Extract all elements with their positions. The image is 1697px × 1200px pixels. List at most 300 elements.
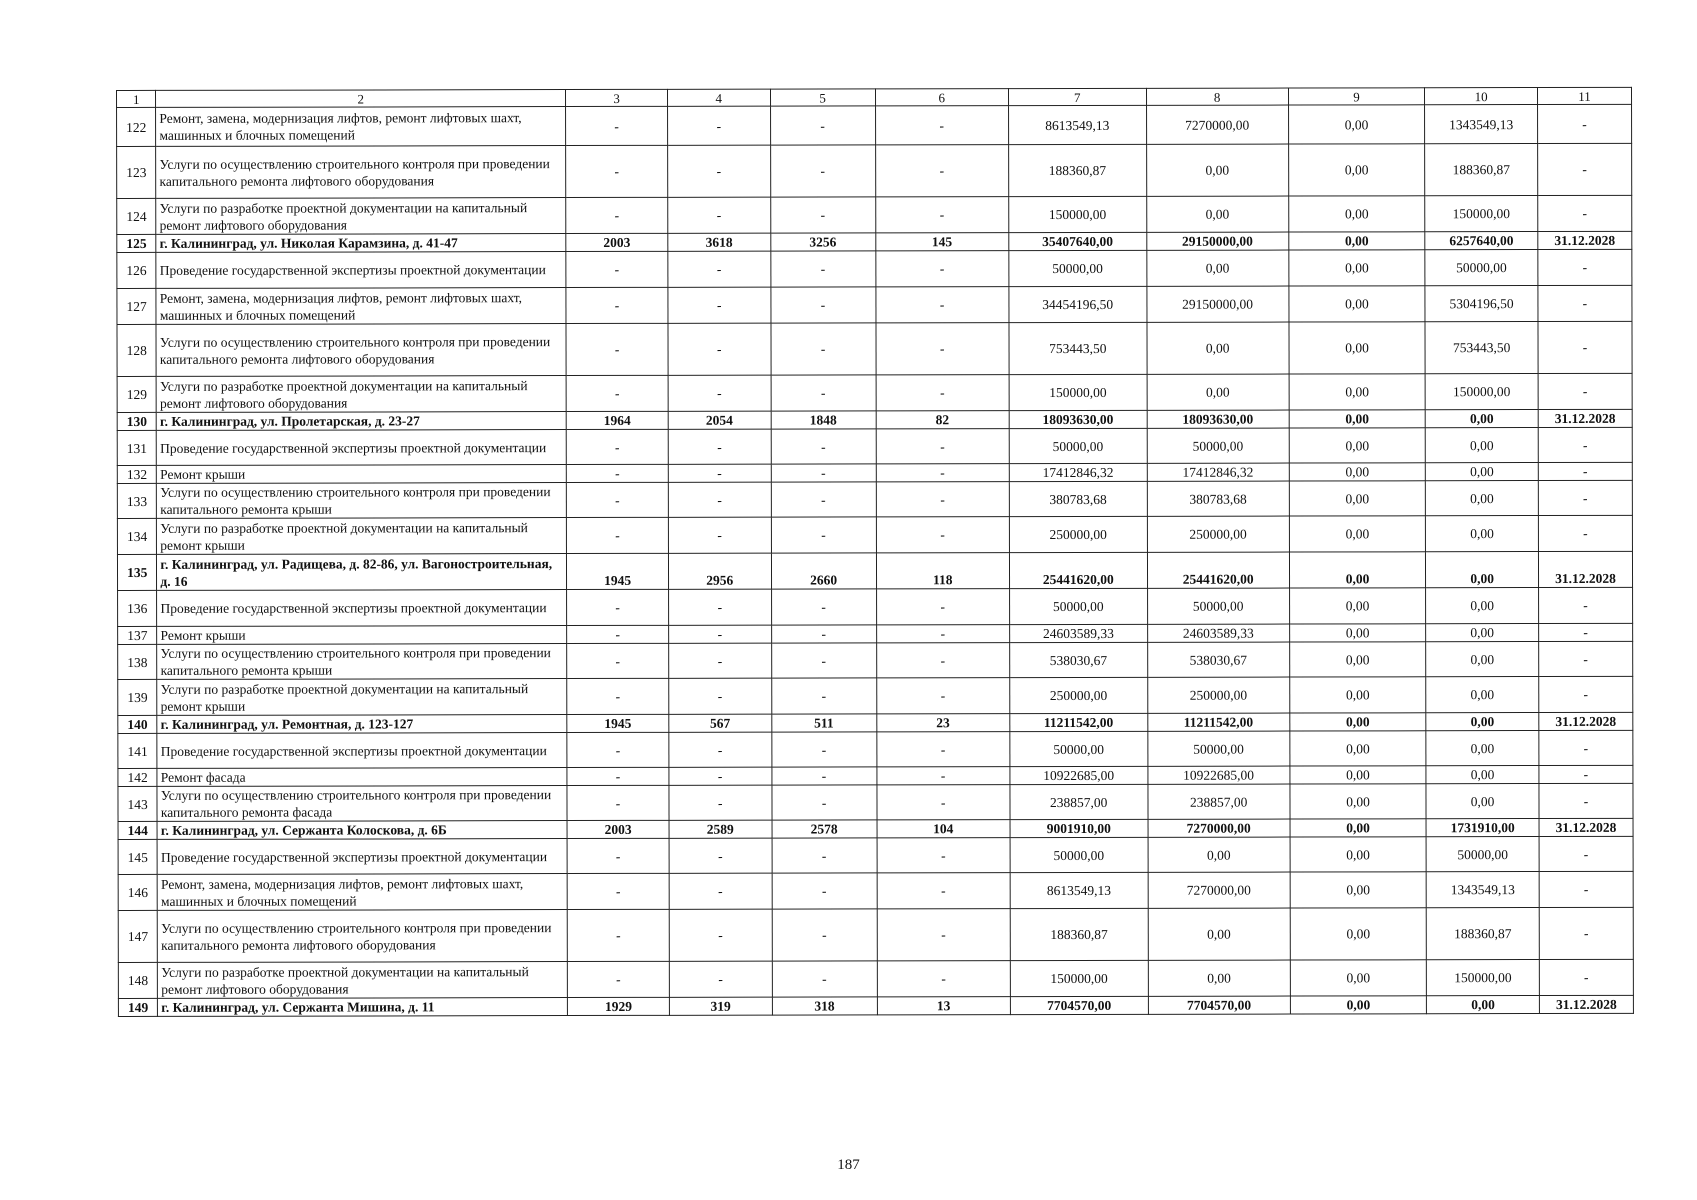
cell-col-4: - [668, 625, 771, 643]
cell-col-10: 6257640,00 [1425, 232, 1538, 250]
cell-col-9: 0,00 [1289, 677, 1426, 713]
cell-col-4: - [669, 678, 772, 714]
cell-description: Ремонт крыши [157, 465, 567, 484]
cell-col-8: 238857,00 [1148, 784, 1290, 819]
cell-row-number: 127 [117, 288, 156, 324]
cell-col-6: - [875, 197, 1008, 233]
cell-col-4: 567 [669, 714, 772, 732]
cell-col-9: 0,00 [1290, 784, 1427, 819]
cell-description: Ремонт крыши [157, 626, 567, 645]
cell-col-10: 0,00 [1426, 481, 1539, 516]
cell-col-8: 18093630,00 [1147, 410, 1289, 428]
cell-col-10: 0,00 [1426, 552, 1539, 588]
cell-col-7: 50000,00 [1009, 428, 1147, 463]
cell-col-9: 0,00 [1290, 837, 1427, 872]
work-item-row [118, 730, 1633, 768]
cell-col-4: - [669, 785, 772, 820]
cell-col-5: 3256 [770, 233, 875, 251]
work-item-row [117, 427, 1632, 465]
cell-year: - [567, 838, 669, 873]
cell-row-number: 132 [117, 465, 156, 483]
cell-col-8: 24603589,33 [1147, 624, 1289, 642]
cell-col-8: 29150000,00 [1146, 232, 1288, 250]
header-cell: 6 [875, 89, 1008, 106]
cell-col-8: 17412846,32 [1147, 463, 1289, 481]
cell-row-number: 144 [118, 821, 157, 839]
address-row [117, 551, 1632, 590]
cell-deadline: - [1539, 959, 1633, 995]
cell-col-6: - [876, 429, 1009, 464]
cell-deadline: - [1538, 587, 1632, 623]
header-cell: 10 [1425, 88, 1538, 105]
cell-description: Услуги по разработке проектной документации на капитальный ремонт лифтового оборудования [156, 198, 566, 235]
cell-row-number: 147 [118, 910, 157, 962]
cell-row-number: 126 [117, 252, 156, 288]
cell-col-6: - [877, 838, 1010, 873]
cell-row-number: 124 [117, 198, 156, 234]
cell-col-10: 150000,00 [1425, 374, 1538, 410]
cell-row-number: 141 [118, 733, 157, 768]
cell-col-5: - [771, 464, 876, 482]
cell-row-number: 122 [117, 107, 156, 146]
cell-col-6: - [876, 625, 1009, 643]
cell-deadline: 31.12.2028 [1538, 409, 1632, 427]
cell-col-8: 538030,67 [1147, 642, 1289, 677]
header-cell: 7 [1008, 88, 1146, 105]
cell-col-8: 7270000,00 [1148, 819, 1290, 837]
cell-deadline: - [1538, 480, 1632, 515]
work-item-row [118, 676, 1633, 715]
work-item-row [117, 321, 1632, 376]
cell-col-6: - [877, 961, 1010, 997]
cell-row-number: 123 [117, 146, 156, 198]
cell-col-4: - [668, 517, 771, 553]
cell-col-6: 145 [875, 233, 1008, 251]
header-cell: 5 [770, 89, 875, 106]
cell-description: Услуги по осуществлению строительного контроля при проведении капитального ремонта лифтового оборудования [156, 324, 566, 377]
cell-col-4: - [668, 287, 771, 323]
cell-col-9: 0,00 [1289, 516, 1426, 552]
cell-col-8: 50000,00 [1147, 588, 1289, 624]
cell-row-number: 137 [118, 626, 157, 644]
cell-col-6: - [876, 375, 1009, 411]
cell-deadline: - [1538, 249, 1632, 285]
cell-year: - [567, 767, 669, 785]
cell-col-10: 188360,87 [1427, 908, 1540, 960]
cell-col-4: - [668, 251, 771, 287]
cell-description: Ремонт, замена, модернизация лифтов, ремонт лифтовых шахт, машинных и блочных помещений [157, 874, 567, 911]
cell-col-9: 0,00 [1289, 624, 1426, 642]
work-item-row [117, 195, 1632, 234]
cell-col-6: - [877, 909, 1010, 961]
cell-col-10: 0,00 [1426, 784, 1539, 819]
cell-col-9: 0,00 [1289, 250, 1426, 286]
work-item-row [118, 959, 1633, 998]
cell-col-9: 0,00 [1289, 322, 1426, 374]
work-item-row [117, 373, 1632, 412]
cell-col-5: - [771, 732, 876, 767]
cell-col-10: 0,00 [1426, 731, 1539, 766]
cell-row-number: 129 [117, 376, 156, 412]
cell-col-5: - [772, 873, 877, 909]
cell-row-number: 145 [118, 839, 157, 874]
cell-col-7: 50000,00 [1009, 588, 1147, 624]
cell-col-4: - [669, 909, 772, 961]
cell-col-10: 0,00 [1426, 588, 1539, 624]
cell-col-9: 0,00 [1289, 286, 1426, 322]
cell-col-6: - [875, 251, 1008, 287]
cell-deadline: - [1538, 285, 1632, 321]
cell-row-number: 134 [117, 518, 156, 554]
cell-col-9: 0,00 [1290, 766, 1427, 784]
cell-col-7: 24603589,33 [1009, 624, 1147, 642]
cell-col-7: 35407640,00 [1009, 232, 1147, 250]
cell-deadline: 31.12.2028 [1538, 551, 1632, 587]
cell-year: - [566, 375, 668, 411]
cell-col-8: 0,00 [1147, 322, 1289, 374]
header-cell: 4 [667, 89, 770, 106]
cell-deadline: - [1538, 195, 1632, 231]
cell-col-10: 0,00 [1427, 996, 1540, 1014]
cell-col-6: - [875, 287, 1008, 323]
cell-col-4: - [667, 145, 770, 197]
cell-col-7: 250000,00 [1009, 516, 1147, 552]
cell-col-9: 0,00 [1289, 552, 1426, 588]
cell-col-8: 11211542,00 [1147, 713, 1289, 731]
cell-col-10: 1343549,13 [1426, 872, 1539, 908]
cell-year: 2003 [566, 233, 668, 251]
cell-description: г. Калининград, ул. Радищева, д. 82-86, ул. Вагоностроительная, д. 16 [157, 554, 567, 591]
cell-col-10: 50000,00 [1426, 837, 1539, 872]
cell-col-4: - [669, 767, 772, 785]
cell-deadline: - [1538, 143, 1632, 195]
cell-col-4: 2589 [669, 820, 772, 838]
cell-col-10: 188360,87 [1425, 144, 1538, 196]
cell-col-6: - [876, 785, 1009, 820]
cell-col-7: 25441620,00 [1009, 552, 1147, 588]
cell-description: Услуги по разработке проектной документации на капитальный ремонт крыши [157, 518, 567, 555]
cell-description: Ремонт фасада [157, 768, 567, 787]
cell-year: - [567, 785, 669, 820]
cell-col-6: - [876, 643, 1009, 678]
cell-row-number: 130 [117, 412, 156, 430]
cell-col-7: 34454196,50 [1009, 286, 1147, 322]
cell-col-5: - [771, 589, 876, 625]
cell-col-10: 0,00 [1426, 516, 1539, 552]
cell-col-7: 7704570,00 [1010, 996, 1148, 1014]
cell-deadline: - [1539, 836, 1633, 871]
cell-description: г. Калининград, ул. Сержанта Колоскова, д. 6Б [157, 821, 567, 840]
cell-year: 1929 [568, 997, 670, 1015]
header-cell: 8 [1146, 88, 1288, 105]
cell-col-5: - [771, 429, 876, 464]
cell-description: Услуги по разработке проектной документации на капитальный ремонт крыши [157, 679, 567, 716]
cell-col-5: - [772, 909, 877, 961]
cell-col-8: 7704570,00 [1148, 996, 1290, 1014]
work-item-row [117, 480, 1632, 518]
cell-year: - [567, 482, 669, 517]
cell-col-4: - [668, 197, 771, 233]
cell-col-4: - [669, 961, 772, 997]
cell-col-7: 50000,00 [1010, 837, 1148, 872]
cell-col-8: 0,00 [1147, 374, 1289, 410]
cell-col-8: 25441620,00 [1147, 552, 1289, 588]
cell-row-number: 125 [117, 234, 156, 252]
cell-deadline: - [1539, 641, 1633, 676]
cell-col-5: - [771, 678, 876, 714]
cell-col-8: 0,00 [1148, 837, 1290, 872]
cell-year: 1945 [567, 553, 669, 589]
cell-col-6: 104 [877, 820, 1010, 838]
cell-col-6: - [876, 589, 1009, 625]
cell-col-4: 319 [669, 997, 772, 1015]
cell-row-number: 128 [117, 324, 156, 376]
cell-col-10: 753443,50 [1425, 322, 1538, 374]
cell-deadline: - [1539, 765, 1633, 783]
cell-year: - [566, 429, 668, 464]
cell-col-9: 0,00 [1289, 374, 1426, 410]
cell-year: - [566, 287, 668, 323]
cell-col-9: 0,00 [1288, 196, 1425, 232]
cell-year: - [568, 961, 670, 997]
cell-description: Ремонт, замена, модернизация лифтов, ремонт лифтовых шахт, машинных и блочных помещений [156, 107, 566, 147]
cell-col-7: 150000,00 [1009, 196, 1147, 232]
cell-description: Услуги по разработке проектной документации на капитальный ремонт лифтового оборудования [158, 962, 568, 999]
cell-col-9: 0,00 [1289, 410, 1426, 428]
cell-col-6: - [877, 873, 1010, 909]
cell-deadline: - [1538, 373, 1632, 409]
cell-col-10: 1343549,13 [1425, 105, 1538, 144]
cell-deadline: - [1538, 462, 1632, 480]
cell-col-6: - [876, 482, 1009, 517]
cell-col-6: - [876, 732, 1009, 767]
cell-row-number: 136 [118, 590, 157, 626]
cell-deadline: - [1539, 623, 1633, 641]
cell-col-7: 8613549,13 [1008, 105, 1146, 144]
cell-col-8: 50000,00 [1147, 428, 1289, 463]
cell-deadline: - [1538, 515, 1632, 551]
cell-col-7: 11211542,00 [1010, 713, 1148, 731]
cell-col-10: 5304196,50 [1425, 286, 1538, 322]
cell-col-5: - [771, 375, 876, 411]
cell-year: - [566, 197, 668, 233]
cell-col-4: 2956 [668, 553, 771, 589]
cell-col-7: 250000,00 [1010, 677, 1148, 713]
cell-col-8: 0,00 [1148, 960, 1290, 996]
cell-col-7: 188360,87 [1010, 908, 1148, 960]
cell-col-10: 150000,00 [1425, 196, 1538, 232]
cell-year: - [567, 678, 669, 714]
cell-description: Услуги по разработке проектной документации на капитальный ремонт лифтового оборудования [156, 376, 566, 413]
cell-year: - [567, 625, 669, 643]
cell-col-9: 0,00 [1289, 588, 1426, 624]
cell-col-4: - [668, 589, 771, 625]
cell-col-8: 29150000,00 [1147, 286, 1289, 322]
work-item-row [118, 587, 1633, 626]
cell-col-9: 0,00 [1288, 105, 1425, 144]
cell-description: Проведение государственной экспертизы проектной документации [156, 252, 566, 289]
cell-description: Ремонт, замена, модернизация лифтов, ремонт лифтовых шахт, машинных и блочных помещений [156, 288, 566, 325]
cell-row-number: 139 [118, 679, 157, 715]
cell-col-4: - [669, 838, 772, 873]
cell-description: г. Калининград, ул. Пролетарская, д. 23-27 [157, 412, 567, 431]
cell-year: 1945 [567, 714, 669, 732]
cell-col-6: - [876, 517, 1009, 553]
cell-year: - [567, 873, 669, 909]
cell-col-7: 188360,87 [1008, 144, 1146, 196]
work-item-row [117, 515, 1632, 554]
work-item-row [118, 783, 1633, 821]
cell-deadline: - [1539, 907, 1633, 959]
cell-col-10: 0,00 [1426, 677, 1539, 713]
cell-row-number: 133 [117, 483, 156, 518]
cell-col-5: - [771, 482, 876, 517]
cell-col-6: 82 [876, 411, 1009, 429]
cell-year: - [566, 251, 668, 287]
cell-deadline: - [1539, 783, 1633, 818]
cell-col-9: 0,00 [1290, 960, 1427, 996]
cell-col-10: 0,00 [1426, 713, 1539, 731]
work-item-row [118, 836, 1633, 874]
cell-col-6: 13 [877, 997, 1010, 1015]
cell-col-9: 0,00 [1290, 908, 1427, 960]
work-item-row [117, 249, 1632, 288]
cell-col-9: 0,00 [1290, 872, 1427, 908]
cell-col-7: 9001910,00 [1010, 819, 1148, 837]
cell-col-5: - [772, 961, 877, 997]
cell-col-5: - [770, 197, 875, 233]
cell-col-9: 0,00 [1289, 428, 1426, 463]
cell-year: - [567, 464, 669, 482]
cell-col-8: 0,00 [1146, 144, 1288, 196]
cell-deadline: 31.12.2028 [1539, 995, 1633, 1013]
cell-col-5: - [771, 323, 876, 375]
cell-col-10: 0,00 [1426, 428, 1539, 463]
cell-col-7: 18093630,00 [1009, 410, 1147, 428]
cell-col-8: 7270000,00 [1148, 872, 1290, 908]
cell-year: 2003 [567, 820, 669, 838]
header-cell: 3 [566, 89, 668, 106]
cell-description: Услуги по осуществлению строительного контроля при проведении капитального ремонта крыши [157, 644, 567, 680]
work-item-row [117, 104, 1632, 146]
cell-col-9: 0,00 [1289, 481, 1426, 516]
cell-col-6: - [875, 106, 1008, 145]
cell-col-5: - [772, 838, 877, 873]
cell-row-number: 148 [118, 962, 157, 998]
cell-col-4: - [669, 873, 772, 909]
cell-description: г. Калининград, ул. Ремонтная, д. 123-127 [157, 715, 567, 734]
cell-col-7: 150000,00 [1009, 374, 1147, 410]
cell-col-4: - [669, 643, 772, 678]
cell-col-7: 753443,50 [1009, 322, 1147, 374]
cell-col-8: 50000,00 [1147, 731, 1289, 766]
cell-row-number: 149 [118, 998, 157, 1016]
cell-col-9: 0,00 [1290, 731, 1427, 766]
cell-col-4: - [668, 375, 771, 411]
cell-description: Проведение государственной экспертизы проектной документации [157, 839, 567, 875]
cell-col-6: - [876, 678, 1009, 714]
cell-year: - [566, 323, 668, 375]
cell-col-5: - [770, 106, 875, 145]
cell-col-8: 250000,00 [1147, 516, 1289, 552]
cell-col-7: 10922685,00 [1010, 766, 1148, 784]
cell-col-6: - [875, 145, 1008, 197]
cell-col-8: 250000,00 [1147, 677, 1289, 713]
cell-col-5: - [771, 287, 876, 323]
cell-row-number: 138 [118, 644, 157, 679]
cell-description: Услуги по осуществлению строительного контроля при проведении капитального ремонта лифтового оборудования [156, 146, 566, 199]
cell-col-5: - [772, 767, 877, 785]
cell-col-5: 1848 [771, 411, 876, 429]
cell-col-6: - [876, 464, 1009, 482]
works-schedule-table [116, 87, 1634, 1017]
cell-row-number: 143 [118, 786, 157, 821]
cell-col-7: 150000,00 [1010, 960, 1148, 996]
cell-col-7: 380783,68 [1009, 481, 1147, 516]
cell-deadline: 31.12.2028 [1539, 712, 1633, 730]
cell-col-5: 511 [771, 714, 876, 732]
cell-year: - [567, 643, 669, 678]
cell-col-8: 0,00 [1148, 908, 1290, 960]
cell-col-10: 50000,00 [1425, 250, 1538, 286]
cell-col-8: 0,00 [1146, 250, 1288, 286]
work-item-row [117, 285, 1632, 324]
cell-col-4: - [669, 732, 772, 767]
cell-col-4: - [668, 464, 771, 482]
cell-col-5: - [771, 625, 876, 643]
header-cell: 11 [1537, 87, 1631, 104]
cell-col-8: 0,00 [1146, 196, 1288, 232]
cell-col-10: 0,00 [1426, 766, 1539, 784]
cell-col-7: 8613549,13 [1010, 872, 1148, 908]
cell-col-9: 0,00 [1290, 996, 1427, 1014]
cell-col-8: 10922685,00 [1148, 766, 1290, 784]
cell-description: Услуги по осуществлению строительного контроля при проведении капитального ремонта фасада [157, 786, 567, 822]
cell-col-7: 50000,00 [1010, 731, 1148, 766]
cell-col-4: - [668, 429, 771, 464]
cell-description: Проведение государственной экспертизы проектной документации [157, 430, 567, 466]
cell-col-6: - [876, 767, 1009, 785]
cell-col-9: 0,00 [1289, 463, 1426, 481]
cell-col-9: 0,00 [1290, 819, 1427, 837]
cell-col-10: 150000,00 [1427, 960, 1540, 996]
page-number: 187 [837, 1157, 860, 1173]
cell-col-5: - [771, 517, 876, 553]
cell-col-7: 238857,00 [1010, 784, 1148, 819]
header-cell: 2 [156, 90, 566, 108]
cell-col-10: 1731910,00 [1426, 819, 1539, 837]
cell-col-10: 0,00 [1426, 463, 1539, 481]
cell-col-9: 0,00 [1289, 713, 1426, 731]
cell-col-8: 380783,68 [1147, 481, 1289, 516]
cell-description: Услуги по осуществлению строительного контроля при проведении капитального ремонта лифтового оборудования [158, 910, 568, 963]
cell-description: Проведение государственной экспертизы проектной документации [157, 733, 567, 769]
work-item-row [117, 143, 1632, 198]
cell-col-7: 50000,00 [1009, 250, 1147, 286]
cell-col-6: - [876, 323, 1009, 375]
cell-col-5: 2660 [771, 553, 876, 589]
cell-col-10: 0,00 [1425, 410, 1538, 428]
cell-deadline: - [1539, 871, 1633, 907]
cell-deadline: - [1537, 104, 1631, 143]
cell-description: г. Калининград, ул. Сержанта Мишина, д. 11 [158, 998, 568, 1017]
cell-col-7: 17412846,32 [1009, 463, 1147, 481]
work-item-row [118, 871, 1633, 910]
cell-row-number: 135 [117, 554, 156, 590]
cell-col-4: - [668, 323, 771, 375]
cell-deadline: - [1538, 321, 1632, 373]
cell-col-4: - [667, 106, 770, 145]
